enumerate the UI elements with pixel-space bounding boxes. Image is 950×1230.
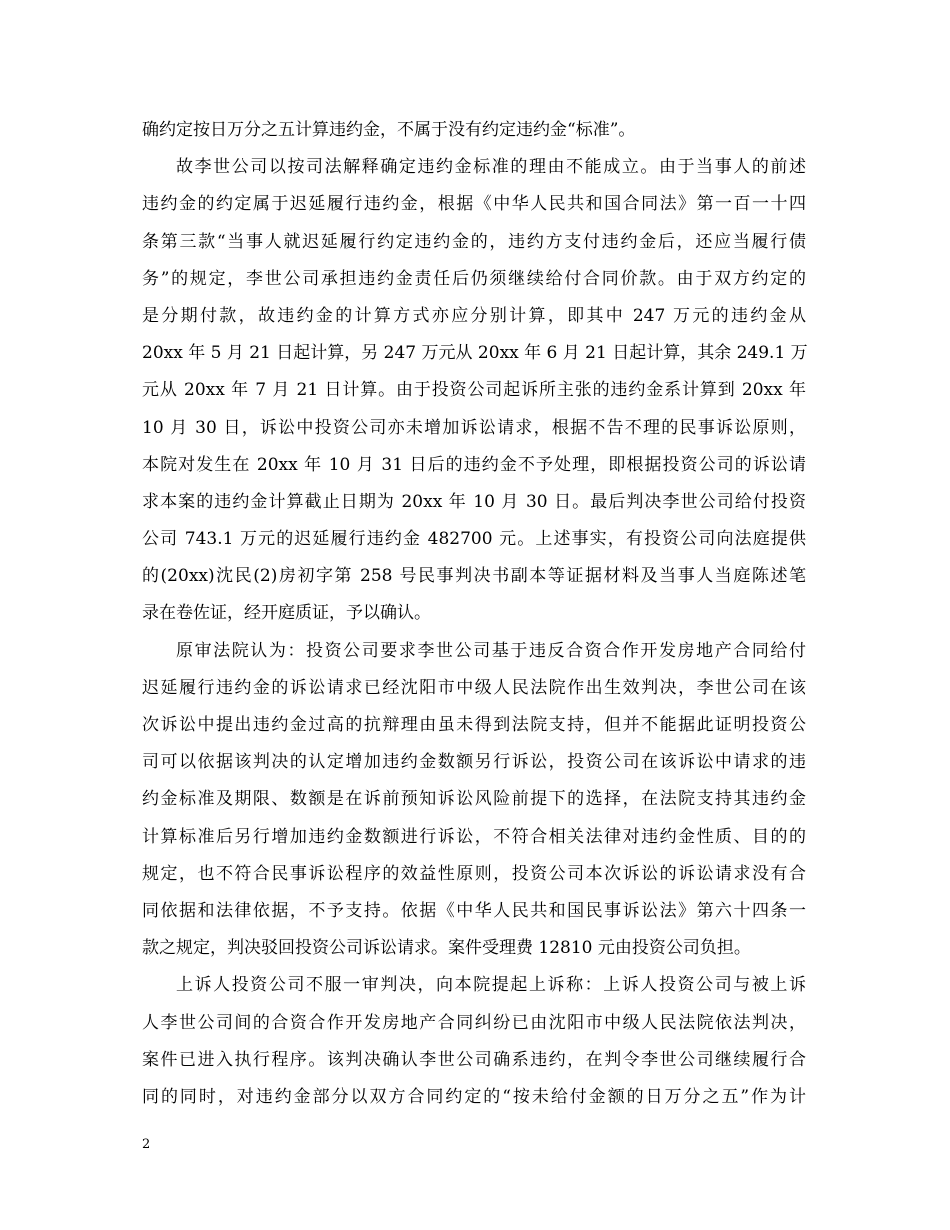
body-text <box>142 112 806 1116</box>
paragraph-first-line: 上诉人投资公司不服一审判决，向本院提起上诉称：上诉人投资公司与被上诉 <box>176 975 806 996</box>
text-line: 款之规定，判决驳回投资公司诉讼请求。案件受理费 12810 元由投资公司负担。 <box>142 938 751 959</box>
text-line: 确约定按日万分之五计算违约金，不属于没有约定违约金“标准”。 <box>142 120 636 140</box>
text-line: 人李世公司间的合资合作开发房地产合同纠纷已由沈阳市中级人民法院依法判决， <box>142 1012 806 1033</box>
text-line: 元从 20xx 年 7 月 21 日计算。由于投资公司起诉所主张的违约金系计算到 20xx 年 <box>142 380 806 401</box>
text-line: 违约金的约定属于迟延履行违约金，根据《中华人民共和国合同法》第一百一十四 <box>142 194 806 215</box>
text-line: 本院对发生在 20xx 年 10 月 31 日后的违约金不予处理，即根据投资公司的诉讼请 <box>142 454 806 475</box>
text-line: 条第三款“当事人就迟延履行约定违约金的，违约方支付违约金后，还应当履行债 <box>142 231 806 252</box>
page-number: 2 <box>142 1137 151 1152</box>
text-line: 司可以依据该判决的认定增加违约金数额另行诉讼，投资公司在该诉讼中请求的违 <box>142 752 806 773</box>
text-line: 同依据和法律依据，不予支持。依据《中华人民共和国民事诉讼法》第六十四条一 <box>142 900 806 921</box>
text-line: 迟延履行违约金的诉讼请求已经沈阳市中级人民法院作出生效判决，李世公司在该 <box>142 677 806 698</box>
text-line: 次诉讼中提出违约金过高的抗辩理由虽未得到法院支持，但并不能据此证明投资公 <box>142 715 806 735</box>
text-line: 20xx 年 5 月 21 日起计算，另 247 万元从 20xx 年 6 月 21 日起计算，其余 249.1 万 <box>142 343 808 364</box>
text-line: 求本案的违约金计算截止日期为 20xx 年 10 月 30 日。最后判决李世公司给付投资 <box>142 491 806 512</box>
text-line: 约金标准及期限、数额是在诉前预知诉讼风险前提下的选择，在法院支持其违约金 <box>142 789 806 810</box>
text-line: 的(20xx)沈民(2)房初字第 258 号民事判决书副本等证据材料及当事人当庭陈述笔 <box>142 566 806 587</box>
text-line: 同的同时，对违约金部分以双方合同约定的“按未给付金额的日万分之五”作为计 <box>142 1086 806 1107</box>
paragraph-first-line: 故李世公司以按司法解释确定违约金标准的理由不能成立。由于当事人的前述 <box>176 157 806 178</box>
paragraph-first-line: 原审法院认为：投资公司要求李世公司基于违反合资合作开发房地产合同给付 <box>176 640 806 661</box>
text-line: 是分期付款，故违约金的计算方式亦应分别计算，即其中 247 万元的违约金从 <box>142 305 806 326</box>
text-line: 规定，也不符合民事诉讼程序的效益性原则，投资公司本次诉讼的诉讼请求没有合 <box>142 863 806 884</box>
text-line: 录在卷佐证，经开庭质证，予以确认。 <box>142 603 431 624</box>
text-line: 公司 743.1 万元的迟延履行违约金 482700 元。上述事实，有投资公司向法庭提供 <box>142 529 806 550</box>
text-line: 务”的规定，李世公司承担违约金责任后仍须继续给付合同价款。由于双方约定的 <box>142 268 806 289</box>
text-line: 10 月 30 日，诉讼中投资公司亦未增加诉讼请求，根据不告不理的民事诉讼原则， <box>142 417 806 438</box>
text-line: 案件已进入执行程序。该判决确认李世公司确系违约，在判令李世公司继续履行合 <box>142 1049 806 1070</box>
text-line: 计算标准后另行增加违约金数额进行诉讼，不符合相关法律对违约金性质、目的的 <box>142 826 806 847</box>
